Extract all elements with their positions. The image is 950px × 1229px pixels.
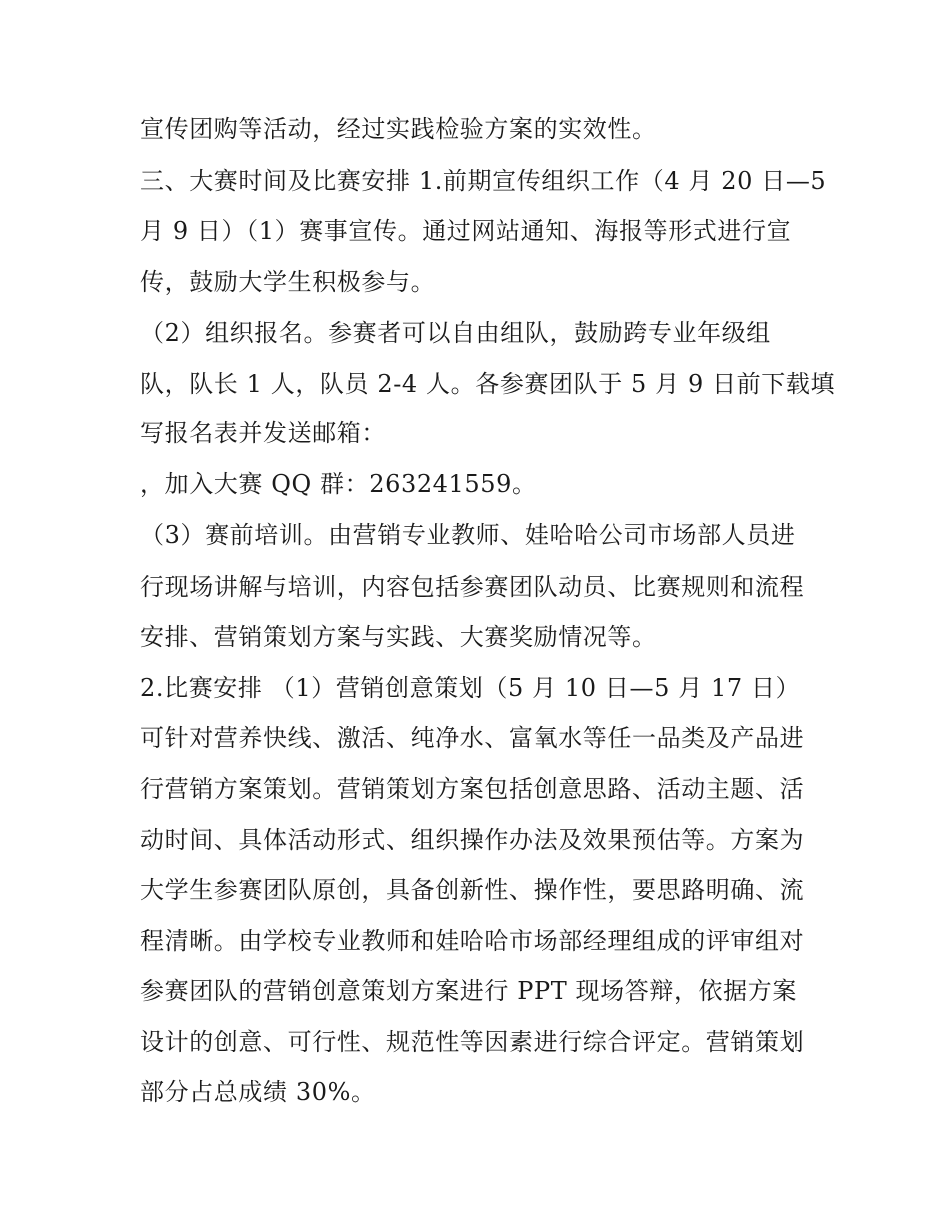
- text-line: 程清晰。由学校专业教师和娃哈哈市场部经理组成的评审组对: [140, 927, 805, 955]
- text-line: 行现场讲解与培训，内容包括参赛团队动员、比赛规则和流程: [140, 573, 805, 601]
- text-line: 写报名表并发送邮箱：: [140, 419, 386, 447]
- text-line: 传，鼓励大学生积极参与。: [140, 268, 436, 296]
- text-line: 动时间、具体活动形式、组织操作办法及效果预估等。方案为: [140, 826, 805, 854]
- text-line: ，加入大赛 QQ 群：263241559。: [140, 470, 537, 498]
- text-line: 设计的创意、可行性、规范性等因素进行综合评定。营销策划: [140, 1028, 805, 1056]
- text-line: （2）组织报名。参赛者可以自由组队，鼓励跨专业年级组: [140, 319, 771, 347]
- text-line: 参赛团队的营销创意策划方案进行 PPT 现场答辩，依据方案: [140, 977, 797, 1005]
- text-line: 宣传团购等活动，经过实践检验方案的实效性。: [140, 115, 657, 143]
- text-line: 月 9 日）（1）赛事宣传。通过网站通知、海报等形式进行宣: [140, 217, 792, 245]
- text-line: （3）赛前培训。由营销专业教师、娃哈哈公司市场部人员进: [140, 521, 796, 549]
- text-line: 可针对营养快线、激活、纯净水、富氧水等任一品类及产品进: [140, 724, 805, 752]
- text-line: 2.比赛安排 （1）营销创意策划（5 月 10 日—5 月 17 日）: [140, 674, 801, 702]
- text-line: 大学生参赛团队原创，具备创新性、操作性，要思路明确、流: [140, 876, 805, 904]
- text-line: 行营销方案策划。营销策划方案包括创意思路、活动主题、活: [140, 775, 805, 803]
- text-line: 部分占总成绩 30%。: [140, 1078, 376, 1106]
- text-line: 安排、营销策划方案与实践、大赛奖励情况等。: [140, 623, 657, 651]
- text-line: 队，队长 1 人，队员 2-4 人。各参赛团队于 5 月 9 日前下载填: [140, 370, 836, 398]
- text-line: 三、大赛时间及比赛安排 1.前期宣传组织工作（4 月 20 日—5: [140, 167, 827, 195]
